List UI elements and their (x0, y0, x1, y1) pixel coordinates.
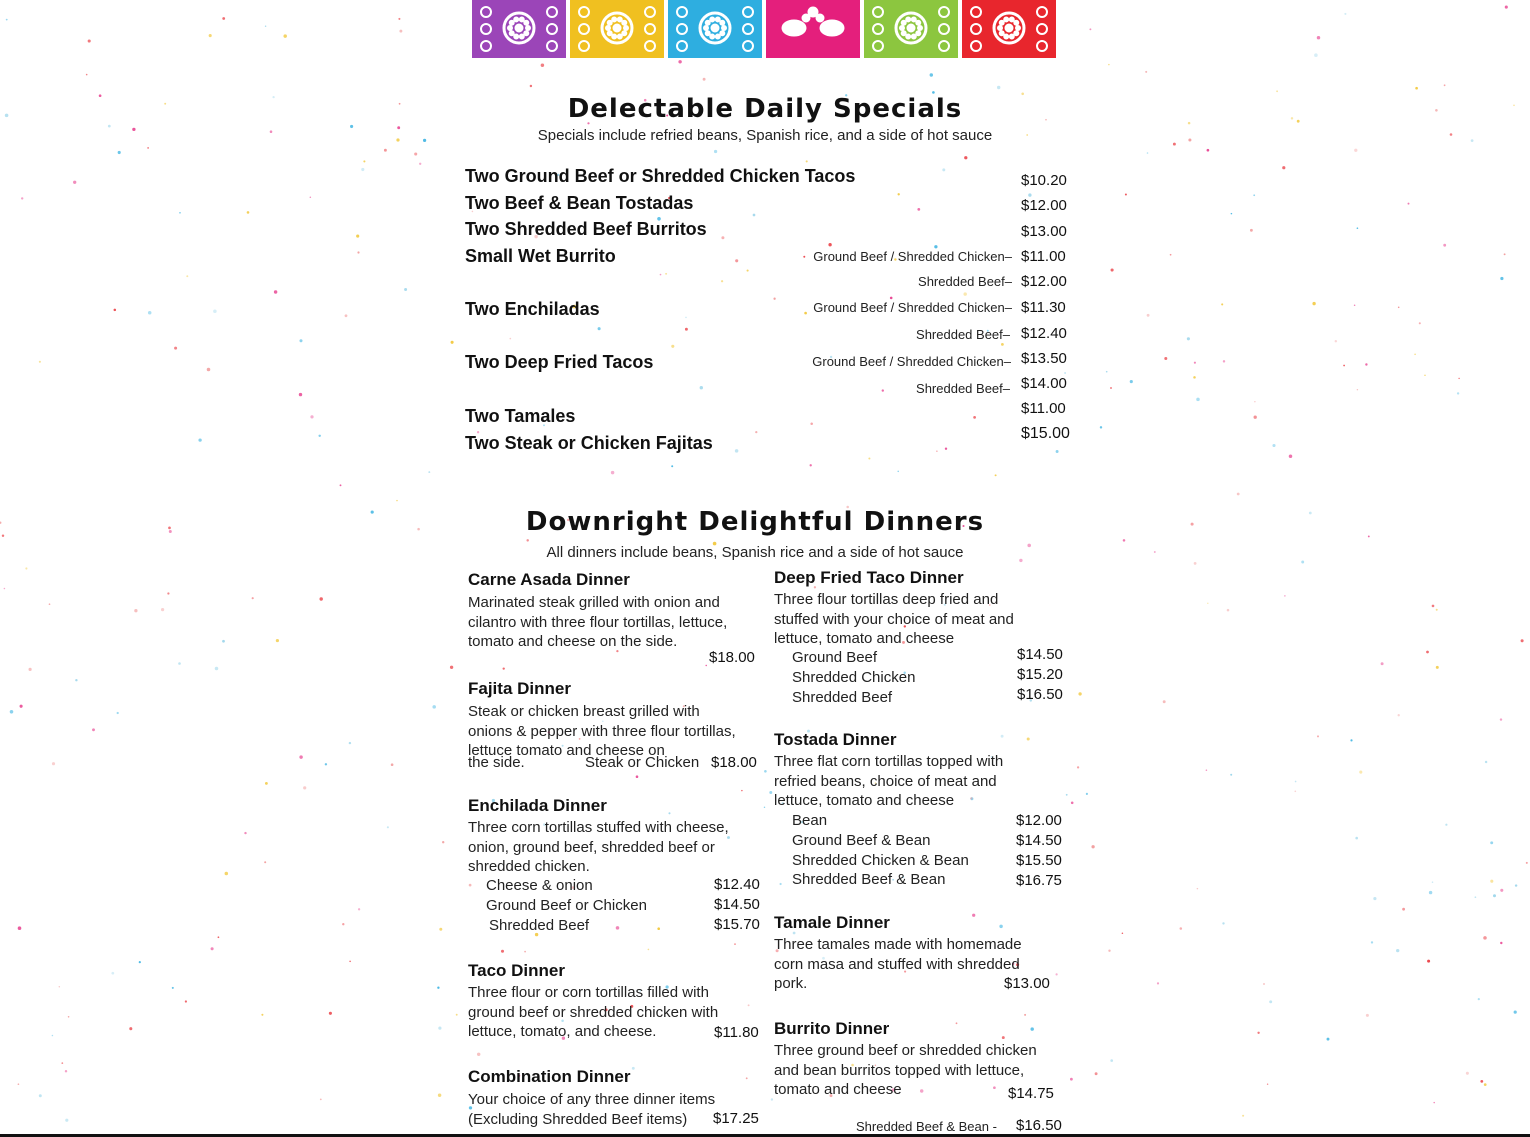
special-variant-price: $11.00 (1021, 248, 1066, 265)
dinner-name: Carne Asada Dinner (468, 570, 630, 589)
special-item-price: $15.00 (1021, 425, 1070, 442)
dinner-option-price: $14.50 (1016, 832, 1062, 849)
papel-picado-flag (668, 0, 762, 58)
special-variant-price: $12.00 (1021, 273, 1067, 290)
dinners-subtitle: All dinners include beans, Spanish rice and a side of hot sauce (546, 544, 964, 561)
papel-picado-flag (864, 0, 958, 58)
papel-picado-flag (472, 0, 566, 58)
special-variant-label: Shredded Beef– (916, 327, 1010, 342)
special-item-name: Two Shredded Beef Burritos (465, 219, 707, 239)
dinner-name: Tostada Dinner (774, 730, 897, 749)
dinner-option-label: Steak or Chicken (585, 754, 700, 771)
special-item-name: Two Steak or Chicken Fajitas (465, 433, 713, 453)
special-item-name: Two Enchiladas (465, 299, 600, 319)
dinner-price: $18.00 (711, 754, 757, 771)
dinner-description: Steak or chicken breast grilled with onions & pepper with three flour tortillas, lettuce tomato and cheese on (468, 703, 736, 759)
papel-picado-flag (962, 0, 1056, 58)
dinner-name: Taco Dinner (468, 961, 565, 980)
dinner-option-price: $12.00 (1016, 812, 1062, 829)
dinner-description: Three tamales made with homemade corn masa and stuffed with shredded pork. (774, 936, 1022, 992)
dinner-name: Fajita Dinner (468, 679, 571, 698)
dinner-option-label: Shredded Beef (489, 917, 590, 934)
dinner-option-label: Ground Beef & Bean (792, 832, 931, 849)
dinner-price: $18.00 (709, 649, 755, 666)
specials-subtitle: Specials include refried beans, Spanish rice, and a side of hot sauce (537, 127, 993, 144)
dinner-name: Burrito Dinner (774, 1019, 890, 1038)
dinner-description: Your choice of any three dinner items (Excluding Shredded Beef items) (468, 1091, 716, 1128)
special-variant-price: $13.50 (1021, 350, 1067, 367)
special-item-name: Two Tamales (465, 406, 576, 426)
dinner-price: $11.80 (714, 1024, 759, 1041)
dinner-name: Enchilada Dinner (468, 796, 607, 815)
specials-title: Delectable Daily Specials (567, 94, 963, 124)
dinner-option-price: $14.50 (714, 896, 760, 913)
dinner-price: $13.00 (1004, 975, 1050, 992)
dinner-option-label: Shredded Chicken & Bean (792, 852, 969, 869)
dinner-description-tail: the side. (468, 754, 525, 771)
special-item-name: Small Wet Burrito (465, 246, 616, 266)
special-variant-label: Ground Beef / Shredded Chicken– (813, 300, 1012, 315)
dinner-option-price: $15.20 (1017, 666, 1063, 683)
dinner-description: Marinated steak grilled with onion and cilantro with three flour tortillas, lettuce, tomato and cheese on the side. (468, 594, 728, 650)
dinner-option-label: Bean (792, 812, 828, 829)
special-item-price: $10.20 (1021, 172, 1067, 189)
dinner-description: Three corn tortillas stuffed with cheese, onion, ground beef, shredded beef or shredded chicken. (468, 819, 729, 875)
special-variant-price: $12.40 (1021, 325, 1067, 342)
dinners-title: Downright Delightful Dinners (525, 507, 985, 537)
dinner-name: Combination Dinner (468, 1067, 631, 1086)
papel-picado-flag (766, 0, 860, 58)
dinner-option-price: $16.50 (1017, 686, 1063, 703)
special-item-price: $11.00 (1021, 400, 1066, 417)
papel-picado-flag (570, 0, 664, 58)
special-item-name: Two Deep Fried Tacos (465, 352, 654, 372)
special-item-name: Two Beef & Bean Tostadas (465, 193, 694, 213)
special-variant-label: Shredded Beef– (918, 274, 1012, 289)
special-variant-price: $11.30 (1021, 299, 1066, 316)
special-item-name: Two Ground Beef or Shredded Chicken Tacos (465, 166, 856, 186)
dinner-description: Three flat corn tortillas topped with refried beans, choice of meat and lettuce, tomato and cheese (774, 753, 1004, 809)
special-item-price: $12.00 (1021, 197, 1067, 214)
dinner-name: Deep Fried Taco Dinner (774, 568, 964, 587)
dinner-option-label: Ground Beef or Chicken (486, 897, 647, 914)
special-variant-label: Ground Beef / Shredded Chicken– (812, 354, 1011, 369)
dinner-option-label: Shredded Chicken (792, 669, 916, 686)
dinner-option-price: $14.50 (1017, 646, 1063, 663)
dinner-option-price: $15.50 (1016, 852, 1062, 869)
dinner-name: Tamale Dinner (774, 913, 890, 932)
dinner-option-label: Shredded Beef & Bean - (856, 1119, 997, 1134)
dinner-option-price: $12.40 (714, 876, 760, 893)
special-variant-price: $14.00 (1021, 375, 1067, 392)
dinner-option-price: $15.70 (714, 916, 760, 933)
special-variant-label: Shredded Beef– (916, 381, 1010, 396)
dinner-option-label: Cheese & onion (486, 877, 593, 894)
dinner-description: Three flour tortillas deep fried and stuffed with your choice of meat and lettuce, tomato and cheese (774, 591, 1014, 647)
special-variant-label: Ground Beef / Shredded Chicken– (813, 249, 1012, 264)
dinner-option-price: $16.50 (1016, 1117, 1062, 1134)
dinner-price: $17.25 (713, 1110, 759, 1127)
special-item-price: $13.00 (1021, 223, 1067, 240)
dinner-option-label: Ground Beef (792, 649, 878, 666)
dinner-price: $14.75 (1008, 1085, 1054, 1102)
dinner-description: Three flour or corn tortillas filled with ground beef or shredded chicken with lettuce, tomato, and cheese. (468, 984, 719, 1040)
dinner-option-label: Shredded Beef & Bean (792, 871, 946, 888)
dinner-option-label: Shredded Beef (792, 689, 893, 706)
dinner-option-price: $16.75 (1016, 872, 1062, 889)
dinner-description: Three ground beef or shredded chicken and bean burritos topped with lettuce, tomato and cheese (774, 1042, 1037, 1098)
